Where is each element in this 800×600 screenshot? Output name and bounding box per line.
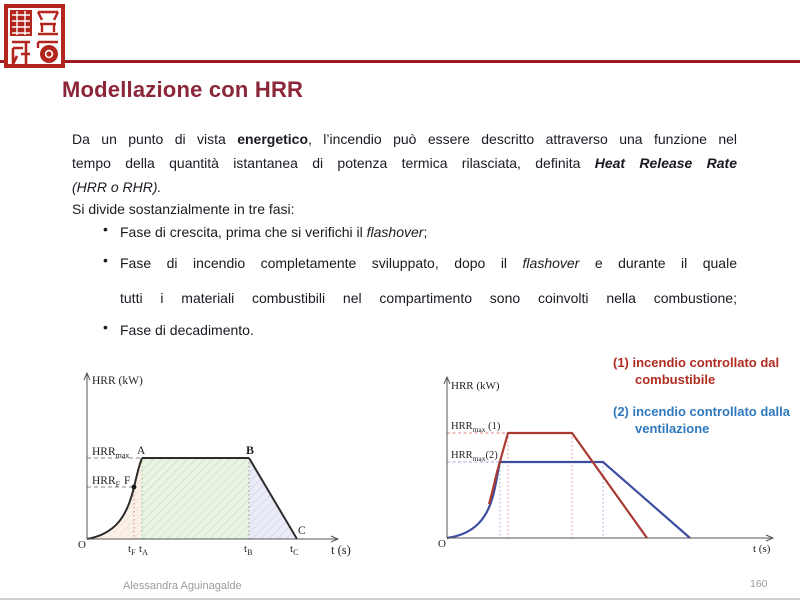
tb-tick-label: $t_B$ <box>244 543 253 557</box>
text-run: e durante il quale <box>579 255 737 271</box>
point-c-label: C <box>298 525 306 537</box>
x-axis-label: t (s) <box>753 543 771 555</box>
text-run: tempo della quantità istantanea di potenza termica rilasciata, definita <box>72 155 595 171</box>
paragraph-line-4: Si divide sostanzialmente in tre fasi: <box>72 201 295 217</box>
page-title: Modellazione con HRR <box>62 77 304 102</box>
bullet-1 <box>120 221 737 243</box>
bullet-2-line-2: tutti i materiali combustibili nel compartimento sono coinvolti nella combustione; <box>120 290 737 306</box>
bullet-marker: • <box>103 252 108 268</box>
legend-text: (1) incendio controllato dal <box>613 355 780 370</box>
tc-tick-label: $t_C$ <box>290 543 299 557</box>
hrr-f-label: $HRR_F$ <box>92 475 121 489</box>
text-run: Fase di crescita, prima che si verifichi il <box>120 224 367 240</box>
hrr-three-phase-chart <box>55 362 365 562</box>
text-run-bold: energetico <box>237 131 309 147</box>
chinese-seal-logo <box>4 4 66 70</box>
text-run: Fase di incendio completamente sviluppato, dopo il <box>120 255 523 271</box>
y-axis-label: HRR (kW) <box>92 375 143 387</box>
bullet-marker: • <box>103 221 108 237</box>
text-run: Da un punto di vista <box>72 131 238 147</box>
text-run-italic: flashover <box>366 224 424 240</box>
text-run-bold-italic: Heat Release Rate <box>594 155 738 171</box>
point-a-label: A <box>137 445 146 457</box>
hrr-max1-label: $HRR_{max}$ (1) <box>451 421 501 434</box>
point-b-label: B <box>246 443 255 457</box>
hrr-max2-label: $HRR_{max}(2)$ <box>451 450 498 463</box>
bullet-2-line-1 <box>120 252 737 274</box>
text-run: ; <box>423 224 428 240</box>
legend-text: ventilazione <box>635 420 710 436</box>
page-number: 160 <box>750 578 768 590</box>
legend-item-fuel-controlled <box>613 355 800 388</box>
text-run-italic: flashover <box>522 255 580 271</box>
origin-label: O <box>78 539 86 551</box>
ta-tick-label: $t_A$ <box>139 543 148 557</box>
bullet-3: Fase di decadimento. <box>120 322 254 338</box>
hrr-max-label: $HRR_{max}$ <box>92 446 130 460</box>
chart-legend <box>613 355 800 453</box>
origin-label: O <box>438 538 446 550</box>
legend-text: combustibile <box>635 371 716 387</box>
ventilation-controlled-curve <box>447 462 690 538</box>
paragraph-line-3 <box>72 176 737 198</box>
text-run-italic: (HRR o RHR). <box>72 179 162 195</box>
footer-author: Alessandra Aguinagalde <box>123 580 242 592</box>
paragraph-line-2 <box>72 152 737 174</box>
legend-item-ventilation-controlled <box>613 404 800 437</box>
legend-text: (2) incendio controllato dalla <box>613 404 790 419</box>
point-f-dot <box>132 485 137 490</box>
fully-developed-phase-area <box>142 458 249 539</box>
chinese-seal-icon <box>4 4 66 70</box>
point-f-label: F <box>124 475 131 487</box>
x-axis-label: t (s) <box>331 543 351 557</box>
y-axis-label: HRR (kW) <box>451 380 500 392</box>
header-rule <box>0 60 800 63</box>
text-run: , l’incendio può essere descritto attraverso una funzione nel <box>308 131 737 147</box>
bullet-marker: • <box>103 319 108 335</box>
tf-tick-label: $t_F$ <box>128 543 136 557</box>
paragraph-line-1 <box>72 128 737 150</box>
